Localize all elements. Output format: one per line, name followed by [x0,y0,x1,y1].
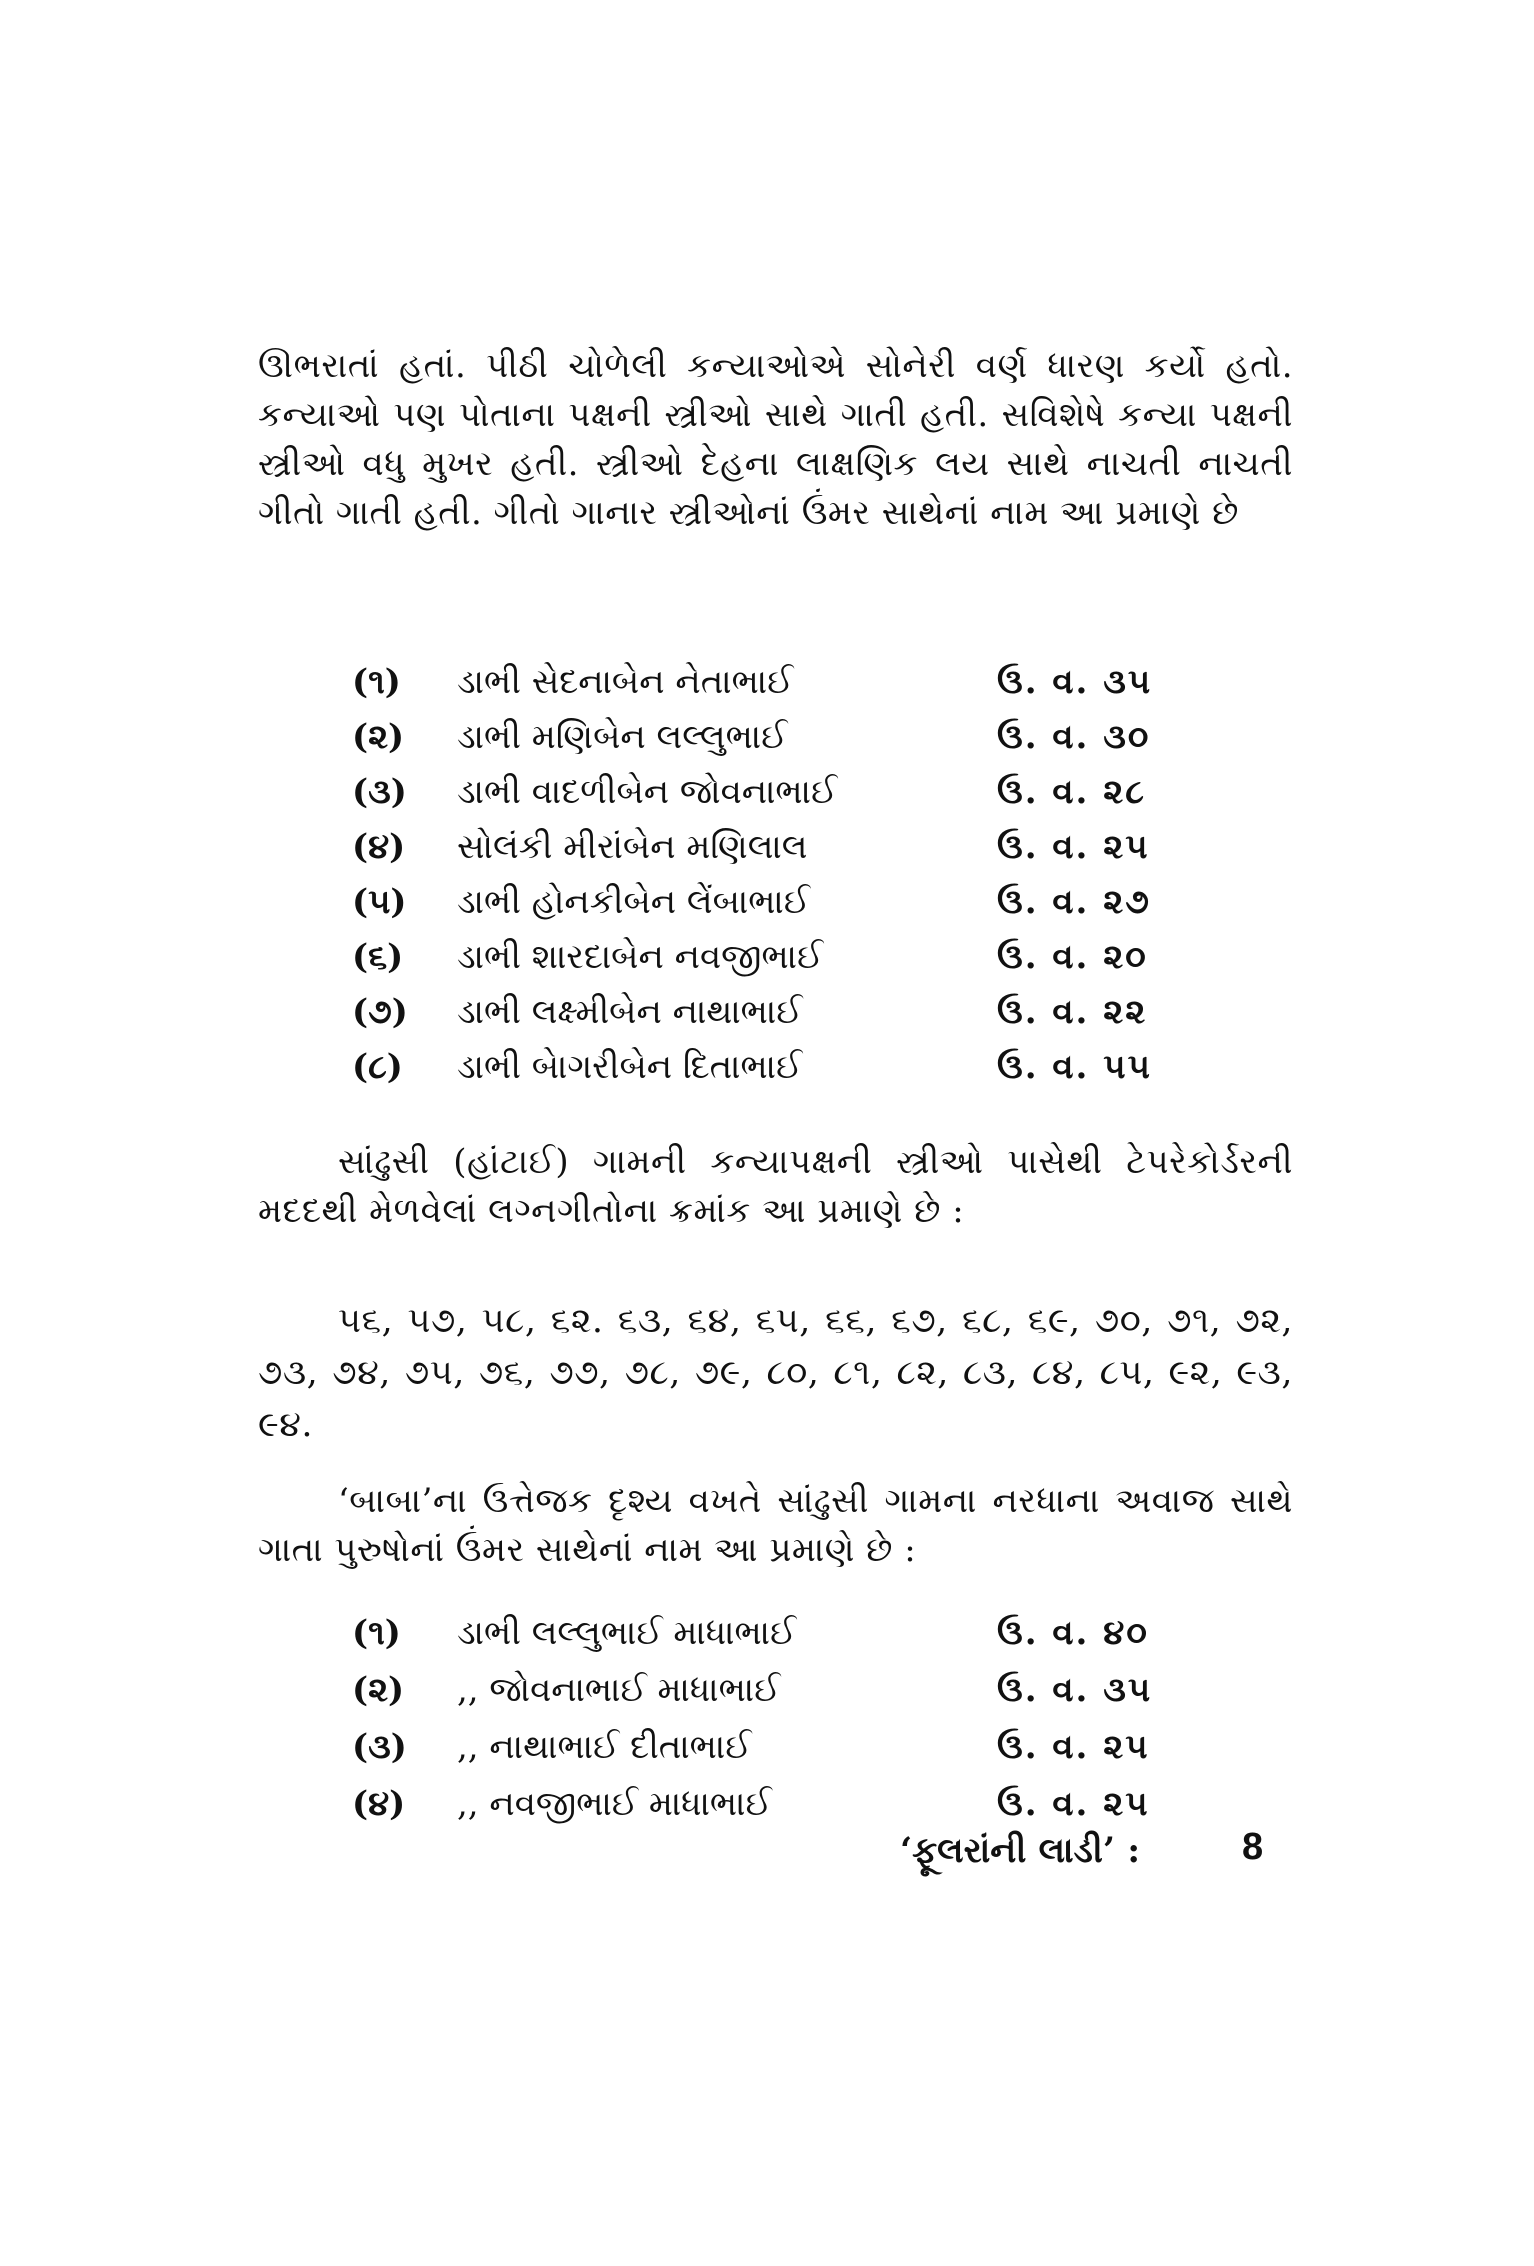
list-item-name: ,, નાથાભાઈ દીતાભાઈ [457,1727,752,1767]
list-item-name: ડાભી લક્ષ્મીબેન નાથાભાઈ [457,992,803,1032]
list-item [352,827,1192,882]
list-item-age: ઉ. વ. ૩૦ [997,717,1151,757]
list-item-name: ,, નવજીભાઈ માધાભાઈ [457,1784,772,1824]
list-item-name: ડાભી મણિબેન લલ્લુભાઈ [457,717,788,757]
list-item-number: (૫) [352,882,407,922]
list-item-age: ઉ. વ. ૨૫ [997,827,1150,867]
paragraph-song-numbers: ૫૬, ૫૭, ૫૮, ૬૨. ૬૩, ૬૪, ૬૫, ૬૬, ૬૭, ૬૮, ૬૯, ૭૦, ૭૧, ૭૨, ૭૩, ૭૪, ૭૫, ૭૬, ૭૭, ૭૮, ૭૯, ૮૦, ૮૧, ૮૨, ૮૩, ૮૪, ૮૫, ૯૨, ૯૩, ૯૪. [258,1301,1293,1445]
paragraph-male-singers: ‘બાબા’ના ઉત્તેજક દૃશ્ય વખતે સાંઢુસી ગામના નરધાના અવાજ સાથે ગાતા પુરુષોનાં ઉંમર સાથેનાં નામ આ પ્રમાણે છે : [258,1481,1293,1570]
list-item-number: (૪) [352,827,406,867]
list-item-number: (૧) [352,1613,401,1653]
list-item-number: (૨) [352,717,405,757]
list-item-age: ઉ. વ. ૨૨ [997,992,1148,1032]
list-item-number: (૩) [352,772,407,812]
running-footer-title: ‘ફૂલરાંની લાડી’ : [900,1830,1141,1871]
list-item-number: (૪) [352,1784,406,1824]
list-item-age: ઉ. વ. ૨૫ [997,1727,1150,1767]
list-item-name: ડાભી હોનકીબેન લેંબાભાઈ [457,882,811,922]
list-item [352,1727,1192,1784]
paragraph-song-source: સાંઢુસી (હાંટાઈ) ગામની કન્યાપક્ષની સ્ત્રીઓ પાસેથી ટેપરેકોર્ડરની મદદથી મેળવેલાં લગ્નગીતોના ક્રમાંક આ પ્રમાણે છે : [258,1142,1293,1231]
list-item-age: ઉ. વ. ૨૦ [997,937,1148,977]
list-item [352,662,1192,717]
page-number: 8 [1242,1826,1264,1868]
list-item [352,937,1192,992]
list-item-number: (૩) [352,1727,407,1767]
list-item-name: ડાભી લલ્લુભાઈ માધાભાઈ [457,1613,797,1653]
list-item-age: ઉ. વ. ૫૫ [997,1047,1152,1087]
list-item-name: ડાભી બેાગરીબેન દિતાભાઈ [457,1047,803,1087]
women-singers-list [352,662,1192,1102]
list-item-age: ઉ. વ. ૨૭ [997,882,1151,922]
paragraph-intro: ઊભરાતાં હતાં. પીઠી ચોળેલી કન્યાઓએ સોનેરી વર્ણ ધારણ કર્યો હતો. કન્યાઓ પણ પોતાના પક્ષની સ્ત્રીઓ સાથે ગાતી હતી. સવિશેષે કન્યા પક્ષની સ્ત્રીઓ વધુ મુખર હતી. સ્ત્રીઓ દેહના લાક્ષણિક લય સાથે નાચતી નાચતી ગીતો ગાતી હતી. ગીતો ગાનાર સ્ત્રીઓનાં ઉંમર સાથેનાં નામ આ પ્રમાણે છે [258,346,1293,533]
list-item-name: ડાભી સેદનાબેન નેતાભાઈ [457,662,794,702]
list-item [352,772,1192,827]
list-item [352,1670,1192,1727]
list-item-number: (૭) [352,992,408,1032]
list-item-age: ઉ. વ. ૪૦ [997,1613,1149,1653]
list-item-name: ડાભી વાદળીબેન જોવનાભાઈ [457,772,838,812]
list-item-number: (૨) [352,1670,405,1710]
list-item [352,882,1192,937]
list-item-age: ઉ. વ. ૩૫ [997,662,1153,702]
list-item-age: ઉ. વ. ૨૫ [997,1784,1150,1824]
list-item-number: (૧) [352,662,401,702]
list-item-number: (૬) [352,937,404,977]
list-item [352,1613,1192,1670]
list-item-name: ,, જોવનાભાઈ માધાભાઈ [457,1670,781,1710]
list-item [352,992,1192,1047]
list-item-name: ડાભી શારદાબેન નવજીભાઈ [457,937,824,977]
list-item [352,1047,1192,1102]
men-singers-list [352,1613,1192,1841]
list-item-number: (૮) [352,1047,403,1087]
list-item-name: સોલંકી મીરાંબેન મણિલાલ [457,827,808,867]
list-item [352,717,1192,772]
list-item-age: ઉ. વ. ૨૮ [997,772,1146,812]
list-item-age: ઉ. વ. ૩૫ [997,1670,1153,1710]
